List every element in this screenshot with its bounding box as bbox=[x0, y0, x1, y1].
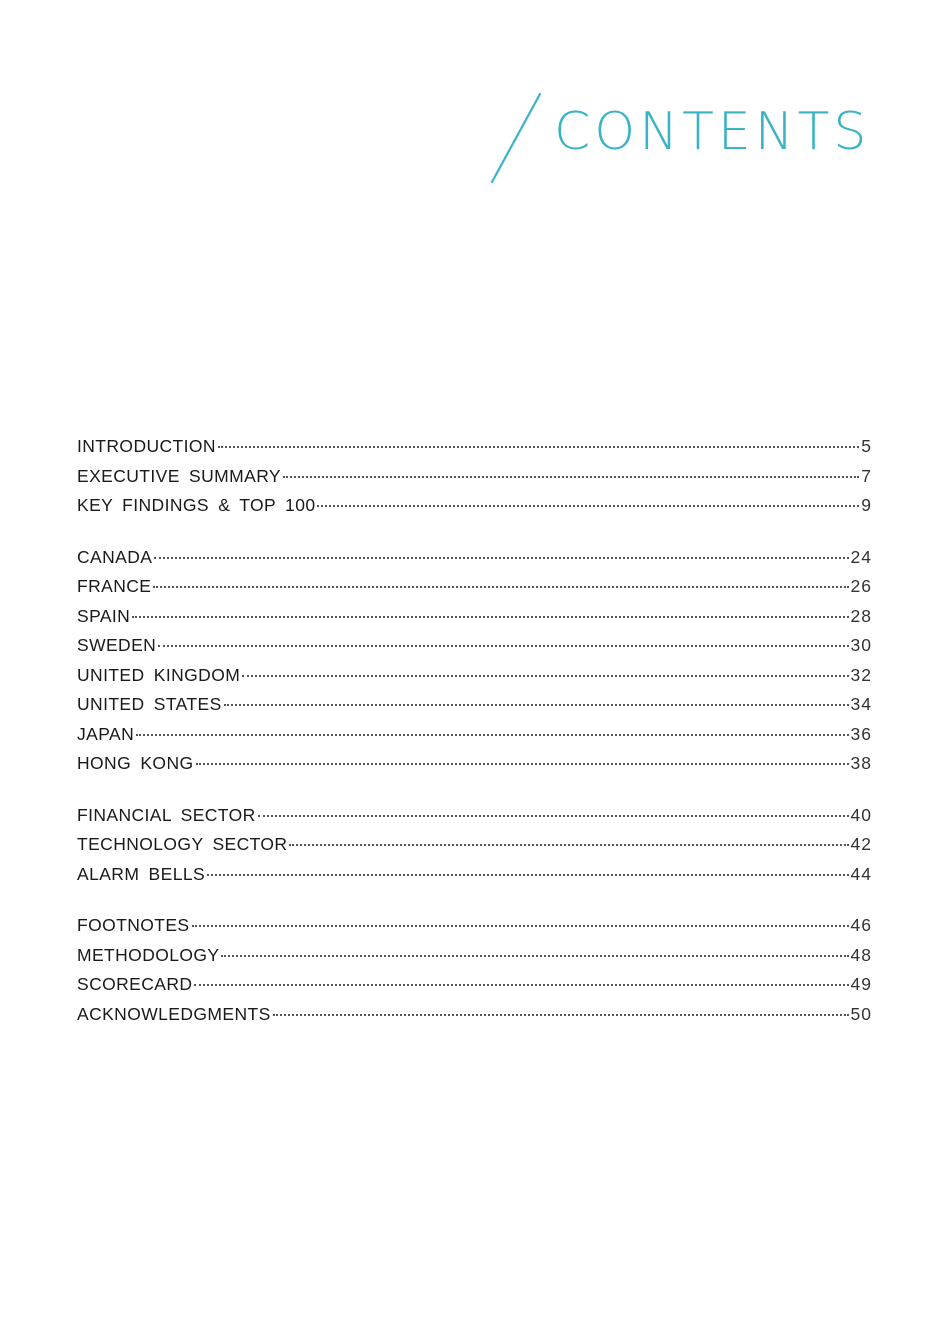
dot-leader bbox=[224, 704, 849, 706]
dot-leader bbox=[283, 476, 859, 478]
toc-entry[interactable] bbox=[77, 576, 872, 606]
toc-entry[interactable] bbox=[77, 547, 872, 577]
toc-entry[interactable] bbox=[77, 753, 872, 783]
toc-entry[interactable] bbox=[77, 635, 872, 665]
dot-leader bbox=[196, 763, 849, 765]
toc-entry-label: EXECUTIVE SUMMARY bbox=[77, 465, 281, 486]
toc-entry-page: 5 bbox=[861, 436, 872, 456]
toc-entry-page: 32 bbox=[850, 664, 872, 685]
toc-entry-label: FRANCE bbox=[77, 576, 152, 596]
toc-entry[interactable] bbox=[77, 945, 872, 975]
dot-leader bbox=[317, 505, 859, 507]
toc-entry-page: 38 bbox=[850, 753, 872, 773]
toc-entry-label: CANADA bbox=[77, 546, 153, 567]
toc-entry-page: 7 bbox=[861, 465, 872, 486]
toc-entry-label: FINANCIAL SECTOR bbox=[77, 804, 256, 825]
toc-entry-page: 49 bbox=[850, 974, 872, 994]
toc-entry-label: ACKNOWLEDGMENTS bbox=[77, 1003, 271, 1024]
toc-entry-page: 36 bbox=[850, 723, 872, 744]
dot-leader bbox=[273, 1014, 849, 1016]
toc-entry-page: 42 bbox=[850, 834, 872, 854]
toc-entry-page: 46 bbox=[850, 915, 872, 935]
toc-entry[interactable] bbox=[77, 665, 872, 695]
toc-entry[interactable] bbox=[77, 724, 872, 754]
dot-leader bbox=[242, 675, 848, 677]
toc-entry-label: FOOTNOTES bbox=[77, 915, 190, 935]
toc-entry-page: 30 bbox=[850, 635, 872, 655]
toc-entry[interactable] bbox=[77, 606, 872, 636]
slash-decoration bbox=[488, 90, 548, 190]
dot-leader bbox=[221, 955, 848, 957]
toc-group bbox=[77, 805, 872, 894]
toc-entry-page: 24 bbox=[850, 546, 872, 567]
toc-entry-page: 34 bbox=[850, 694, 872, 714]
dot-leader bbox=[207, 874, 848, 876]
toc-entry-page: 26 bbox=[850, 576, 872, 596]
toc-entry[interactable] bbox=[77, 805, 872, 835]
toc-group bbox=[77, 915, 872, 1033]
title-block bbox=[488, 90, 888, 190]
toc-entry[interactable] bbox=[77, 834, 872, 864]
dot-leader bbox=[289, 844, 848, 846]
dot-leader bbox=[136, 734, 848, 736]
dot-leader bbox=[218, 446, 859, 448]
toc-entry[interactable] bbox=[77, 1004, 872, 1034]
toc-entry-label: UNITED STATES bbox=[77, 694, 222, 714]
toc-entry-label: INTRODUCTION bbox=[77, 436, 216, 456]
toc-entry-label: SCORECARD bbox=[77, 974, 193, 994]
toc-entry-label: JAPAN bbox=[77, 723, 135, 744]
toc-entry-label: TECHNOLOGY SECTOR bbox=[77, 834, 288, 854]
page-title: CONTENTS bbox=[554, 102, 871, 162]
toc-group bbox=[77, 436, 872, 525]
dot-leader bbox=[258, 815, 849, 817]
dot-leader bbox=[192, 925, 849, 927]
dot-leader bbox=[158, 645, 848, 647]
toc-entry-page: 44 bbox=[850, 863, 872, 884]
toc-entry-label: UNITED KINGDOM bbox=[77, 664, 241, 685]
toc-entry-page: 40 bbox=[850, 804, 872, 825]
toc-entry-page: 9 bbox=[861, 495, 872, 515]
dot-leader bbox=[153, 586, 848, 588]
dot-leader bbox=[154, 557, 848, 559]
toc-entry[interactable] bbox=[77, 915, 872, 945]
toc-entry[interactable] bbox=[77, 974, 872, 1004]
toc-group bbox=[77, 547, 872, 783]
toc-entry-label: SPAIN bbox=[77, 605, 131, 626]
toc-entry[interactable] bbox=[77, 436, 872, 466]
toc-entry[interactable] bbox=[77, 466, 872, 496]
toc-entry[interactable] bbox=[77, 495, 872, 525]
toc-entry-label: SWEDEN bbox=[77, 635, 157, 655]
toc-entry-label: HONG KONG bbox=[77, 753, 194, 773]
toc-entry-page: 48 bbox=[850, 944, 872, 965]
toc-entry-label: KEY FINDINGS & TOP 100 bbox=[77, 495, 316, 515]
toc-entry-label: METHODOLOGY bbox=[77, 944, 220, 965]
toc-entry-label: ALARM BELLS bbox=[77, 863, 206, 884]
toc-entry[interactable] bbox=[77, 864, 872, 894]
toc-entry-page: 28 bbox=[850, 605, 872, 626]
dot-leader bbox=[194, 984, 848, 986]
table-of-contents bbox=[77, 436, 872, 1055]
toc-entry-page: 50 bbox=[850, 1003, 872, 1024]
dot-leader bbox=[132, 616, 848, 618]
toc-entry[interactable] bbox=[77, 694, 872, 724]
